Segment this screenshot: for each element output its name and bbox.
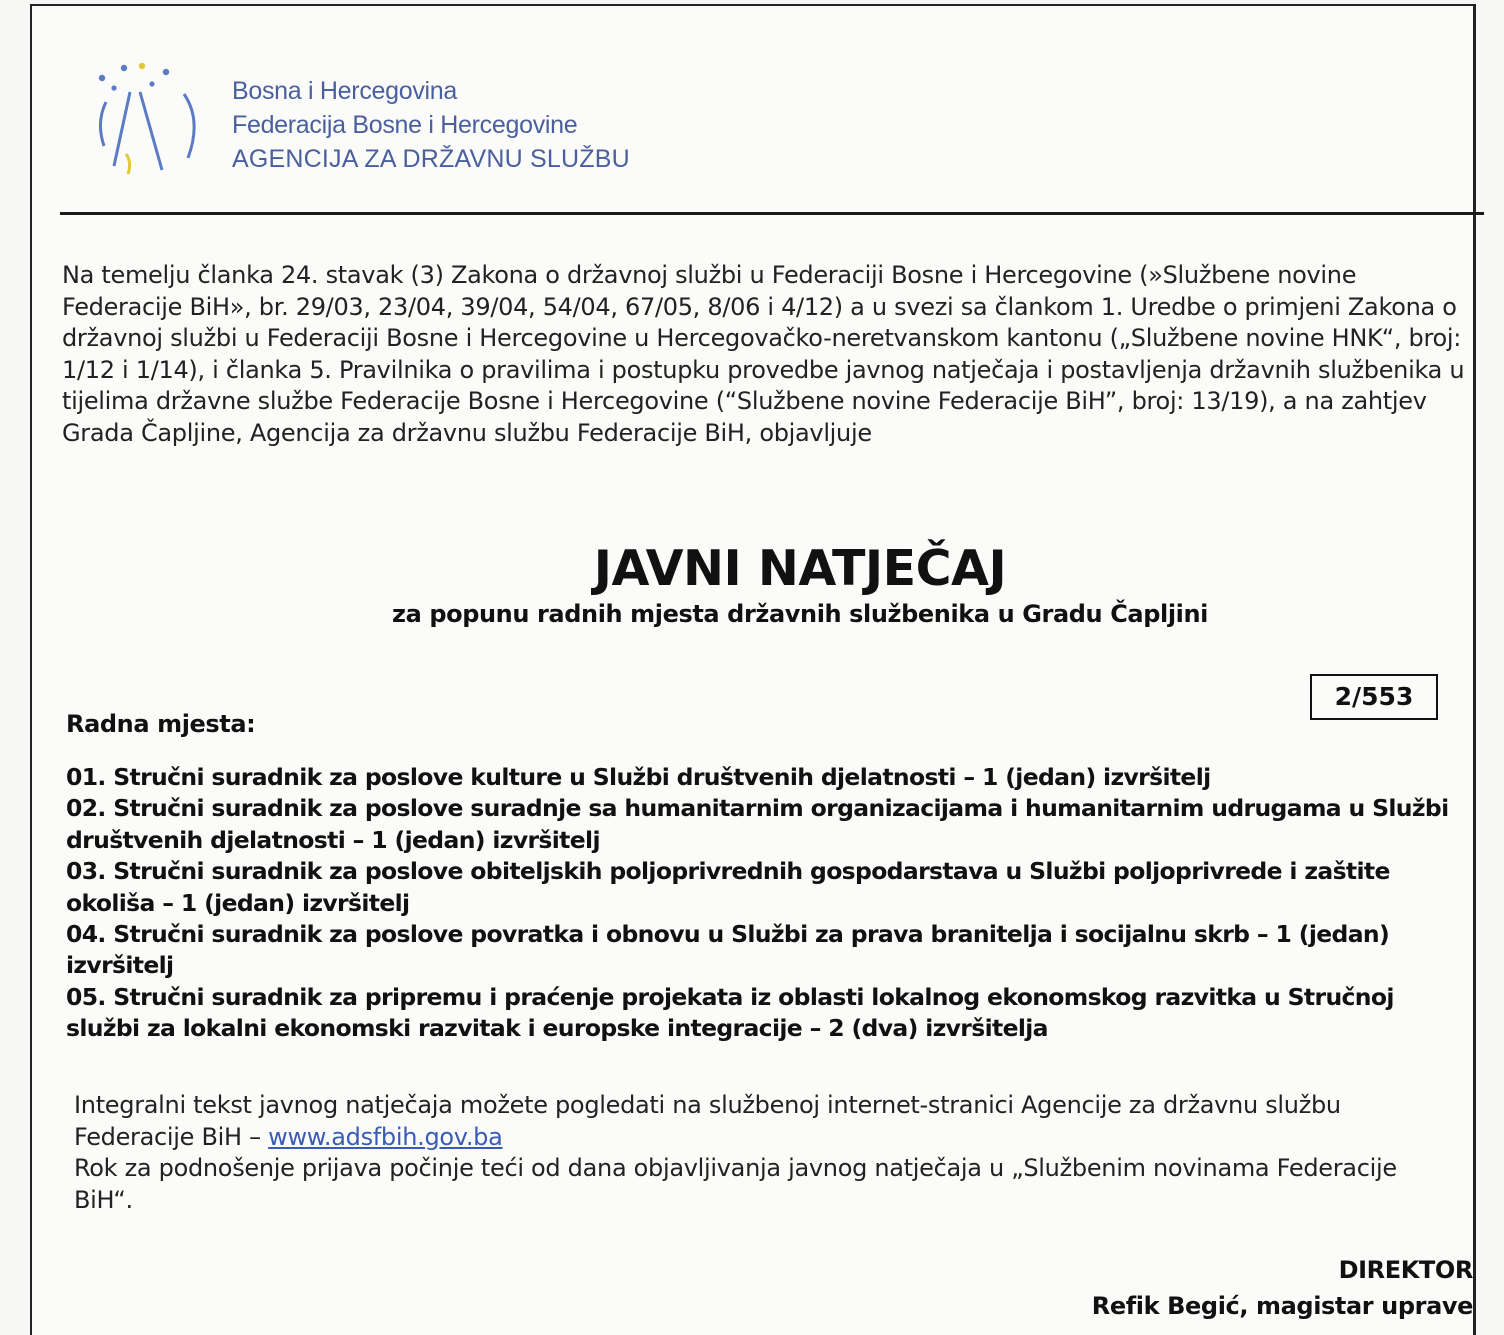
notice-frame bbox=[30, 4, 1476, 1335]
reference-number: 2/553 bbox=[1310, 674, 1438, 720]
position-item: 05. Stručni suradnik za pripremu i praćenje projekata iz oblasti lokalnog ekonomskog razvitka u Stručnoj službi za lokalni ekonomski razvitak i europske integracije – 2 (dva) izvršitelja bbox=[66, 982, 1394, 1043]
position-item: 02. Stručni suradnik za poslove suradnje sa humanitarnim organizacijama i humanitarnim udrugama u Službi društvenih djelatnosti – 1 (jedan) izvršitelj bbox=[66, 794, 1449, 854]
notice-title: JAVNI NATJEČAJ bbox=[593, 540, 1007, 597]
agency-name-block bbox=[232, 74, 630, 176]
signature-block bbox=[973, 1252, 1473, 1324]
notice-subtitle: za popunu radnih mjesta državnih službenika u Gradu Čapljini bbox=[392, 600, 1208, 628]
signature-role: DIREKTOR bbox=[1338, 1256, 1473, 1284]
positions-heading: Radna mjesta: bbox=[66, 710, 256, 738]
deadline-text: Rok za podnošenje prijava počinje teći od dana objavljivanja javnog natječaja u „Službenim novinama Federacije BiH“. bbox=[74, 1154, 1397, 1214]
signature-name: Refik Begić, magistar uprave bbox=[1091, 1292, 1473, 1320]
intro-paragraph: Na temelju članka 24. stavak (3) Zakona o državnoj službi u Federaciji Bosne i Hercegovine (»Službene novine Federacije BiH», br. 29/03, 23/04, 39/04, 54/04, 67/05, 8/06 i 4/12) a u svezi sa člankom 1. Uredbe o primjeni Zakona o državnoj službi u Federaciji Bosne i Hercegovine u Hercegovačko-neretvanskom kantonu („Službene novine HNK“, broj: 1/12 i 1/14), i članka 5. Pravilnika o pravilima i postupku provedbe javnog natječaja i postavljenja državnih službenika u tijelima državne službe Federacije Bosne i Hercegovine (“Službene novine Federacije BiH”, broj: 13/19), a na zahtjev Grada Čapljine, Agencija za državnu službu Federacije BiH, objavljuje bbox=[62, 261, 1465, 447]
positions-list bbox=[66, 762, 1470, 1045]
position-item: 03. Stručni suradnik za poslove obiteljskih poljoprivrednih gospodarstava u Službi poljoprivrede i zaštite okoliša – 1 (jedan) izvršitelj bbox=[66, 857, 1390, 917]
info-paragraph bbox=[74, 1090, 1454, 1216]
header-divider bbox=[60, 212, 1484, 215]
position-item: 01. Stručni suradnik za poslove kulture u Službi društvenih djelatnosti – 1 (jedan) izvršitelj bbox=[66, 763, 1211, 791]
agency-name: AGENCIJA ZA DRŽAVNU SLUŽBU bbox=[232, 145, 630, 173]
position-item: 04. Stručni suradnik za poslove povratka i obnovu u Službi za prava branitelja i socijalnu skrb – 1 (jedan) izvršitelj bbox=[66, 920, 1390, 980]
info-text: Integralni tekst javnog natječaja možete pogledati na službenoj internet-stranici Agencije za državnu službu Federacije BiH – bbox=[74, 1091, 1341, 1151]
agency-logo-icon bbox=[92, 62, 212, 202]
agency-country: Bosna i Hercegovina bbox=[232, 77, 457, 105]
agency-website-link[interactable]: www.adsfbih.gov.ba bbox=[268, 1122, 503, 1151]
agency-federation: Federacija Bosne i Hercegovine bbox=[232, 111, 578, 139]
